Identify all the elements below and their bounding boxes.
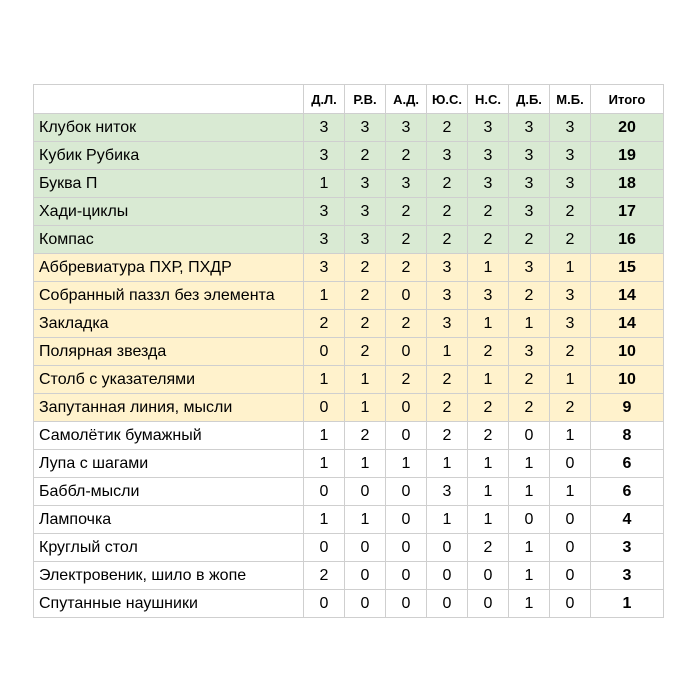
score-cell[interactable]: 1	[509, 478, 550, 506]
score-cell[interactable]: 1	[468, 506, 509, 534]
header-cell-rv[interactable]: Р.В.	[345, 85, 386, 114]
score-cell[interactable]: 0	[386, 394, 427, 422]
score-cell[interactable]: 2	[509, 226, 550, 254]
score-cell[interactable]: 2	[427, 394, 468, 422]
score-cell[interactable]: 0	[427, 562, 468, 590]
table-row	[34, 338, 664, 366]
score-cell[interactable]: 2	[550, 338, 591, 366]
row-name-cell[interactable]: Круглый стол	[34, 534, 304, 562]
header-cell-ad[interactable]: А.Д.	[386, 85, 427, 114]
header-cell-db[interactable]: Д.Б.	[509, 85, 550, 114]
table-row	[34, 422, 664, 450]
score-cell[interactable]: 2	[468, 422, 509, 450]
total-cell[interactable]: 18	[591, 170, 664, 198]
row-name-cell[interactable]: Электровеник, шило в жопе	[34, 562, 304, 590]
score-cell[interactable]: 3	[509, 254, 550, 282]
score-cell[interactable]: 3	[345, 226, 386, 254]
row-name-cell[interactable]: Собранный паззл без элемента	[34, 282, 304, 310]
score-cell[interactable]: 2	[345, 254, 386, 282]
score-cell[interactable]: 3	[427, 282, 468, 310]
table-row	[34, 506, 664, 534]
score-cell[interactable]: 2	[468, 226, 509, 254]
score-cell[interactable]: 1	[509, 562, 550, 590]
score-cell[interactable]: 1	[468, 366, 509, 394]
total-cell[interactable]: 3	[591, 562, 664, 590]
total-cell[interactable]: 17	[591, 198, 664, 226]
table-row	[34, 590, 664, 618]
score-cell[interactable]: 2	[427, 170, 468, 198]
score-cell[interactable]: 3	[509, 170, 550, 198]
score-cell[interactable]: 2	[509, 394, 550, 422]
score-cell[interactable]: 2	[427, 198, 468, 226]
header-cell-corner[interactable]	[34, 85, 304, 114]
score-cell[interactable]: 0	[304, 534, 345, 562]
score-cell[interactable]: 3	[386, 170, 427, 198]
score-cell[interactable]: 3	[345, 114, 386, 142]
table-row	[34, 366, 664, 394]
score-cell[interactable]: 2	[386, 198, 427, 226]
table-row	[34, 282, 664, 310]
score-cell[interactable]: 0	[304, 338, 345, 366]
score-cell[interactable]: 0	[468, 590, 509, 618]
header-cell-dl[interactable]: Д.Л.	[304, 85, 345, 114]
score-cell[interactable]: 0	[304, 478, 345, 506]
total-cell[interactable]: 9	[591, 394, 664, 422]
score-cell[interactable]: 1	[304, 366, 345, 394]
row-name-cell[interactable]: Клубок ниток	[34, 114, 304, 142]
score-cell[interactable]: 2	[345, 142, 386, 170]
row-name-cell[interactable]: Кубик Рубика	[34, 142, 304, 170]
score-cell[interactable]: 3	[468, 170, 509, 198]
score-cell[interactable]: 1	[427, 450, 468, 478]
table-row	[34, 478, 664, 506]
score-cell[interactable]: 1	[550, 366, 591, 394]
score-cell[interactable]: 3	[550, 114, 591, 142]
score-cell[interactable]: 3	[304, 198, 345, 226]
score-cell[interactable]: 2	[345, 422, 386, 450]
total-cell[interactable]: 8	[591, 422, 664, 450]
score-cell[interactable]: 2	[386, 142, 427, 170]
score-cell[interactable]: 1	[304, 450, 345, 478]
score-cell[interactable]: 0	[386, 282, 427, 310]
score-cell[interactable]: 0	[550, 562, 591, 590]
row-name-cell[interactable]: Лампочка	[34, 506, 304, 534]
header-cell-ys[interactable]: Ю.С.	[427, 85, 468, 114]
score-cell[interactable]: 3	[427, 310, 468, 338]
score-cell[interactable]: 1	[468, 310, 509, 338]
score-cell[interactable]: 2	[304, 562, 345, 590]
score-cell[interactable]: 3	[468, 114, 509, 142]
total-cell[interactable]: 14	[591, 282, 664, 310]
score-cell[interactable]: 1	[386, 450, 427, 478]
score-cell[interactable]: 2	[386, 254, 427, 282]
score-cell[interactable]: 2	[550, 394, 591, 422]
header-row	[34, 85, 664, 114]
score-cell[interactable]: 3	[345, 198, 386, 226]
score-cell[interactable]: 3	[304, 254, 345, 282]
row-name-cell[interactable]: Аббревиатура ПХР, ПХДР	[34, 254, 304, 282]
score-cell[interactable]: 1	[509, 590, 550, 618]
table-row	[34, 198, 664, 226]
total-cell[interactable]: 15	[591, 254, 664, 282]
score-cell[interactable]: 3	[509, 338, 550, 366]
score-cell[interactable]: 1	[509, 534, 550, 562]
score-cell[interactable]: 1	[468, 478, 509, 506]
score-cell[interactable]: 2	[468, 534, 509, 562]
score-cell[interactable]: 1	[468, 254, 509, 282]
score-cell[interactable]: 2	[386, 310, 427, 338]
score-cell[interactable]: 3	[468, 142, 509, 170]
score-cell[interactable]: 0	[386, 506, 427, 534]
score-cell[interactable]: 1	[345, 506, 386, 534]
table-body	[34, 85, 664, 618]
table-row	[34, 394, 664, 422]
total-cell[interactable]: 19	[591, 142, 664, 170]
score-cell[interactable]: 3	[427, 142, 468, 170]
score-cell[interactable]: 3	[427, 478, 468, 506]
score-cell[interactable]: 0	[427, 590, 468, 618]
score-cell[interactable]: 2	[509, 282, 550, 310]
total-cell[interactable]: 6	[591, 450, 664, 478]
table-row	[34, 534, 664, 562]
score-cell[interactable]: 1	[304, 170, 345, 198]
score-cell[interactable]: 1	[550, 422, 591, 450]
header-cell-total[interactable]: Итого	[591, 85, 664, 114]
header-cell-mb[interactable]: М.Б.	[550, 85, 591, 114]
total-cell[interactable]: 14	[591, 310, 664, 338]
score-cell[interactable]: 2	[345, 338, 386, 366]
total-cell[interactable]: 3	[591, 534, 664, 562]
row-name-cell[interactable]: Самолётик бумажный	[34, 422, 304, 450]
score-cell[interactable]: 2	[345, 310, 386, 338]
score-cell[interactable]: 2	[386, 226, 427, 254]
score-cell[interactable]: 1	[345, 394, 386, 422]
row-name-cell[interactable]: Столб с указателями	[34, 366, 304, 394]
score-cell[interactable]: 2	[386, 366, 427, 394]
table-row	[34, 170, 664, 198]
row-name-cell[interactable]: Лупа с шагами	[34, 450, 304, 478]
ranking-table	[33, 84, 664, 618]
score-cell[interactable]: 2	[345, 282, 386, 310]
score-cell[interactable]: 2	[550, 226, 591, 254]
score-cell[interactable]: 2	[509, 366, 550, 394]
score-cell[interactable]: 3	[304, 142, 345, 170]
score-cell[interactable]: 0	[509, 506, 550, 534]
score-cell[interactable]: 1	[345, 450, 386, 478]
score-cell[interactable]: 2	[427, 226, 468, 254]
score-cell[interactable]: 2	[427, 422, 468, 450]
total-cell[interactable]: 16	[591, 226, 664, 254]
score-cell[interactable]: 3	[509, 114, 550, 142]
score-cell[interactable]: 1	[304, 506, 345, 534]
score-cell[interactable]: 3	[427, 254, 468, 282]
score-cell[interactable]: 2	[550, 198, 591, 226]
row-name-cell[interactable]: Спутанные наушники	[34, 590, 304, 618]
row-name-cell[interactable]: Хади-циклы	[34, 198, 304, 226]
score-cell[interactable]: 3	[509, 142, 550, 170]
table-row	[34, 450, 664, 478]
total-cell[interactable]: 10	[591, 366, 664, 394]
score-cell[interactable]: 0	[386, 338, 427, 366]
total-cell[interactable]: 4	[591, 506, 664, 534]
row-name-cell[interactable]: Компас	[34, 226, 304, 254]
table-row	[34, 254, 664, 282]
total-cell[interactable]: 20	[591, 114, 664, 142]
table-row	[34, 142, 664, 170]
score-cell[interactable]: 2	[468, 198, 509, 226]
score-cell[interactable]: 3	[304, 226, 345, 254]
table-row	[34, 310, 664, 338]
row-name-cell[interactable]: Баббл-мысли	[34, 478, 304, 506]
score-cell[interactable]: 0	[386, 590, 427, 618]
header-cell-ns[interactable]: Н.С.	[468, 85, 509, 114]
score-cell[interactable]: 1	[345, 366, 386, 394]
table-row	[34, 562, 664, 590]
score-cell[interactable]: 3	[550, 310, 591, 338]
score-cell[interactable]: 2	[468, 394, 509, 422]
score-cell[interactable]: 1	[427, 506, 468, 534]
score-cell[interactable]: 0	[550, 534, 591, 562]
score-cell[interactable]: 3	[550, 142, 591, 170]
score-cell[interactable]: 0	[345, 534, 386, 562]
score-cell[interactable]: 0	[304, 394, 345, 422]
score-cell[interactable]: 2	[304, 310, 345, 338]
score-cell[interactable]: 0	[386, 562, 427, 590]
total-cell[interactable]: 1	[591, 590, 664, 618]
row-name-cell[interactable]: Закладка	[34, 310, 304, 338]
score-cell[interactable]: 3	[550, 282, 591, 310]
table-row	[34, 114, 664, 142]
score-cell[interactable]: 2	[427, 366, 468, 394]
row-name-cell[interactable]: Полярная звезда	[34, 338, 304, 366]
table-row	[34, 226, 664, 254]
score-cell[interactable]: 3	[468, 282, 509, 310]
score-cell[interactable]: 3	[304, 114, 345, 142]
score-cell[interactable]: 0	[386, 478, 427, 506]
score-cell[interactable]: 0	[468, 562, 509, 590]
row-name-cell[interactable]: Запутанная линия, мысли	[34, 394, 304, 422]
total-cell[interactable]: 10	[591, 338, 664, 366]
score-cell[interactable]: 0	[304, 590, 345, 618]
score-cell[interactable]: 0	[345, 590, 386, 618]
score-cell[interactable]: 1	[550, 478, 591, 506]
score-cell[interactable]: 0	[550, 506, 591, 534]
score-cell[interactable]: 1	[509, 450, 550, 478]
score-cell[interactable]: 1	[427, 338, 468, 366]
score-cell[interactable]: 0	[550, 450, 591, 478]
score-cell[interactable]: 3	[345, 170, 386, 198]
score-cell[interactable]: 1	[304, 282, 345, 310]
score-cell[interactable]: 1	[509, 310, 550, 338]
score-cell[interactable]: 0	[345, 562, 386, 590]
row-name-cell[interactable]: Буква П	[34, 170, 304, 198]
score-cell[interactable]: 2	[468, 338, 509, 366]
score-cell[interactable]: 0	[509, 422, 550, 450]
score-cell[interactable]: 3	[386, 114, 427, 142]
total-cell[interactable]: 6	[591, 478, 664, 506]
score-cell[interactable]: 1	[468, 450, 509, 478]
score-cell[interactable]: 1	[304, 422, 345, 450]
score-cell[interactable]: 0	[386, 422, 427, 450]
score-cell[interactable]: 3	[509, 198, 550, 226]
score-cell[interactable]: 1	[550, 254, 591, 282]
score-cell[interactable]: 3	[550, 170, 591, 198]
score-cell[interactable]: 2	[427, 114, 468, 142]
score-cell[interactable]: 0	[386, 534, 427, 562]
score-cell[interactable]: 0	[550, 590, 591, 618]
score-cell[interactable]: 0	[345, 478, 386, 506]
score-cell[interactable]: 0	[427, 534, 468, 562]
